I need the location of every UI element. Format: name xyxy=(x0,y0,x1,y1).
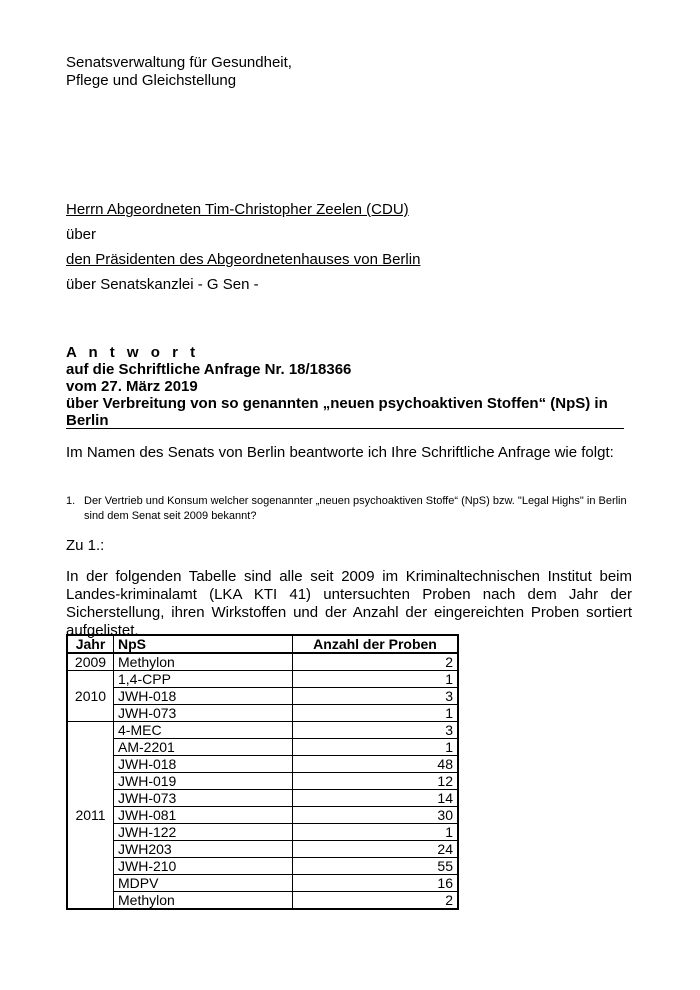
table-header-row xyxy=(67,635,458,653)
cell-nps: JWH-018 xyxy=(114,756,293,773)
cell-nps: JWH-081 xyxy=(114,807,293,824)
cell-count: 14 xyxy=(293,790,459,807)
table-row xyxy=(67,671,458,688)
title-divider xyxy=(66,428,624,429)
table-row xyxy=(67,892,458,910)
cell-nps: JWH-073 xyxy=(114,790,293,807)
cell-nps: Methylon xyxy=(114,892,293,910)
via-line-1: über xyxy=(66,226,97,243)
cell-count: 55 xyxy=(293,858,459,875)
table-row xyxy=(67,722,458,739)
table-row xyxy=(67,773,458,790)
table-row xyxy=(67,688,458,705)
title-antwort: A n t w o r t xyxy=(66,344,200,361)
table-body xyxy=(67,653,458,909)
title-block xyxy=(66,344,636,429)
header-jahr: Jahr xyxy=(67,635,114,653)
cell-year: 2010 xyxy=(67,671,114,722)
cell-nps: JWH-019 xyxy=(114,773,293,790)
cell-nps: JWH-122 xyxy=(114,824,293,841)
cell-nps: JWH-210 xyxy=(114,858,293,875)
cell-nps: 4-MEC xyxy=(114,722,293,739)
header-anzahl: Anzahl der Proben xyxy=(293,635,459,653)
table-row xyxy=(67,739,458,756)
cell-count: 30 xyxy=(293,807,459,824)
cell-count: 1 xyxy=(293,705,459,722)
cell-count: 2 xyxy=(293,653,459,671)
cell-nps: 1,4-CPP xyxy=(114,671,293,688)
table-row xyxy=(67,756,458,773)
cell-count: 16 xyxy=(293,875,459,892)
question-1 xyxy=(66,494,646,524)
table-row xyxy=(67,858,458,875)
cell-nps: MDPV xyxy=(114,875,293,892)
cell-count: 1 xyxy=(293,739,459,756)
question-text: Der Vertrieb und Konsum welcher sogenannter „neuen psychoaktiven Stoffe“ (NpS) bzw. "Legal Highs" in Berlin sind dem Senat seit 2009 bekannt? xyxy=(84,495,627,522)
title-anfrage: auf die Schriftliche Anfrage Nr. 18/18366 xyxy=(66,361,352,378)
recipient-line: Herrn Abgeordneten Tim-Christopher Zeelen (CDU) xyxy=(66,201,409,218)
question-number: 1. xyxy=(66,495,76,507)
president-line: den Präsidenten des Abgeordnetenhauses von Berlin xyxy=(66,251,421,268)
cell-nps: Methylon xyxy=(114,653,293,671)
sender-line-1: Senatsverwaltung für Gesundheit, xyxy=(66,54,292,71)
via-line-2: über Senatskanzlei - G Sen - xyxy=(66,276,259,293)
table-row xyxy=(67,807,458,824)
intro-text: Im Namen des Senats von Berlin beantworte ich Ihre Schriftliche Anfrage wie folgt: xyxy=(66,444,614,461)
cell-count: 3 xyxy=(293,722,459,739)
sender-line-2: Pflege und Gleichstellung xyxy=(66,72,237,89)
cell-year: 2009 xyxy=(67,653,114,671)
cell-count: 1 xyxy=(293,824,459,841)
cell-nps: JWH-018 xyxy=(114,688,293,705)
title-datum: vom 27. März 2019 xyxy=(66,378,198,395)
cell-count: 3 xyxy=(293,688,459,705)
table-row xyxy=(67,790,458,807)
cell-count: 48 xyxy=(293,756,459,773)
cell-nps: AM-2201 xyxy=(114,739,293,756)
cell-count: 1 xyxy=(293,671,459,688)
table-row xyxy=(67,653,458,671)
answer-paragraph: In der folgenden Tabelle sind alle seit 2009 im Kriminaltechnischen Institut beim Landes-kriminalamt (LKA KTI 41) untersuchten Proben nach dem Jahr der Sicherstellung, ihren Wirkstoffen und der Anzahl der eingereichten Proben sortiert aufgelistet. xyxy=(66,568,632,639)
cell-count: 24 xyxy=(293,841,459,858)
header-nps: NpS xyxy=(114,635,293,653)
table-row xyxy=(67,875,458,892)
table-row xyxy=(67,824,458,841)
answer-heading: Zu 1.: xyxy=(66,537,105,554)
cell-nps: JWH-073 xyxy=(114,705,293,722)
sender-block xyxy=(66,54,292,90)
table-row xyxy=(67,841,458,858)
cell-count: 2 xyxy=(293,892,459,910)
cell-count: 12 xyxy=(293,773,459,790)
cell-nps: JWH203 xyxy=(114,841,293,858)
cell-year: 2011 xyxy=(67,722,114,910)
nps-table xyxy=(66,634,459,910)
table-row xyxy=(67,705,458,722)
title-thema: über Verbreitung von so genannten „neuen psychoaktiven Stoffen“ (NpS) in Berlin xyxy=(66,395,608,429)
